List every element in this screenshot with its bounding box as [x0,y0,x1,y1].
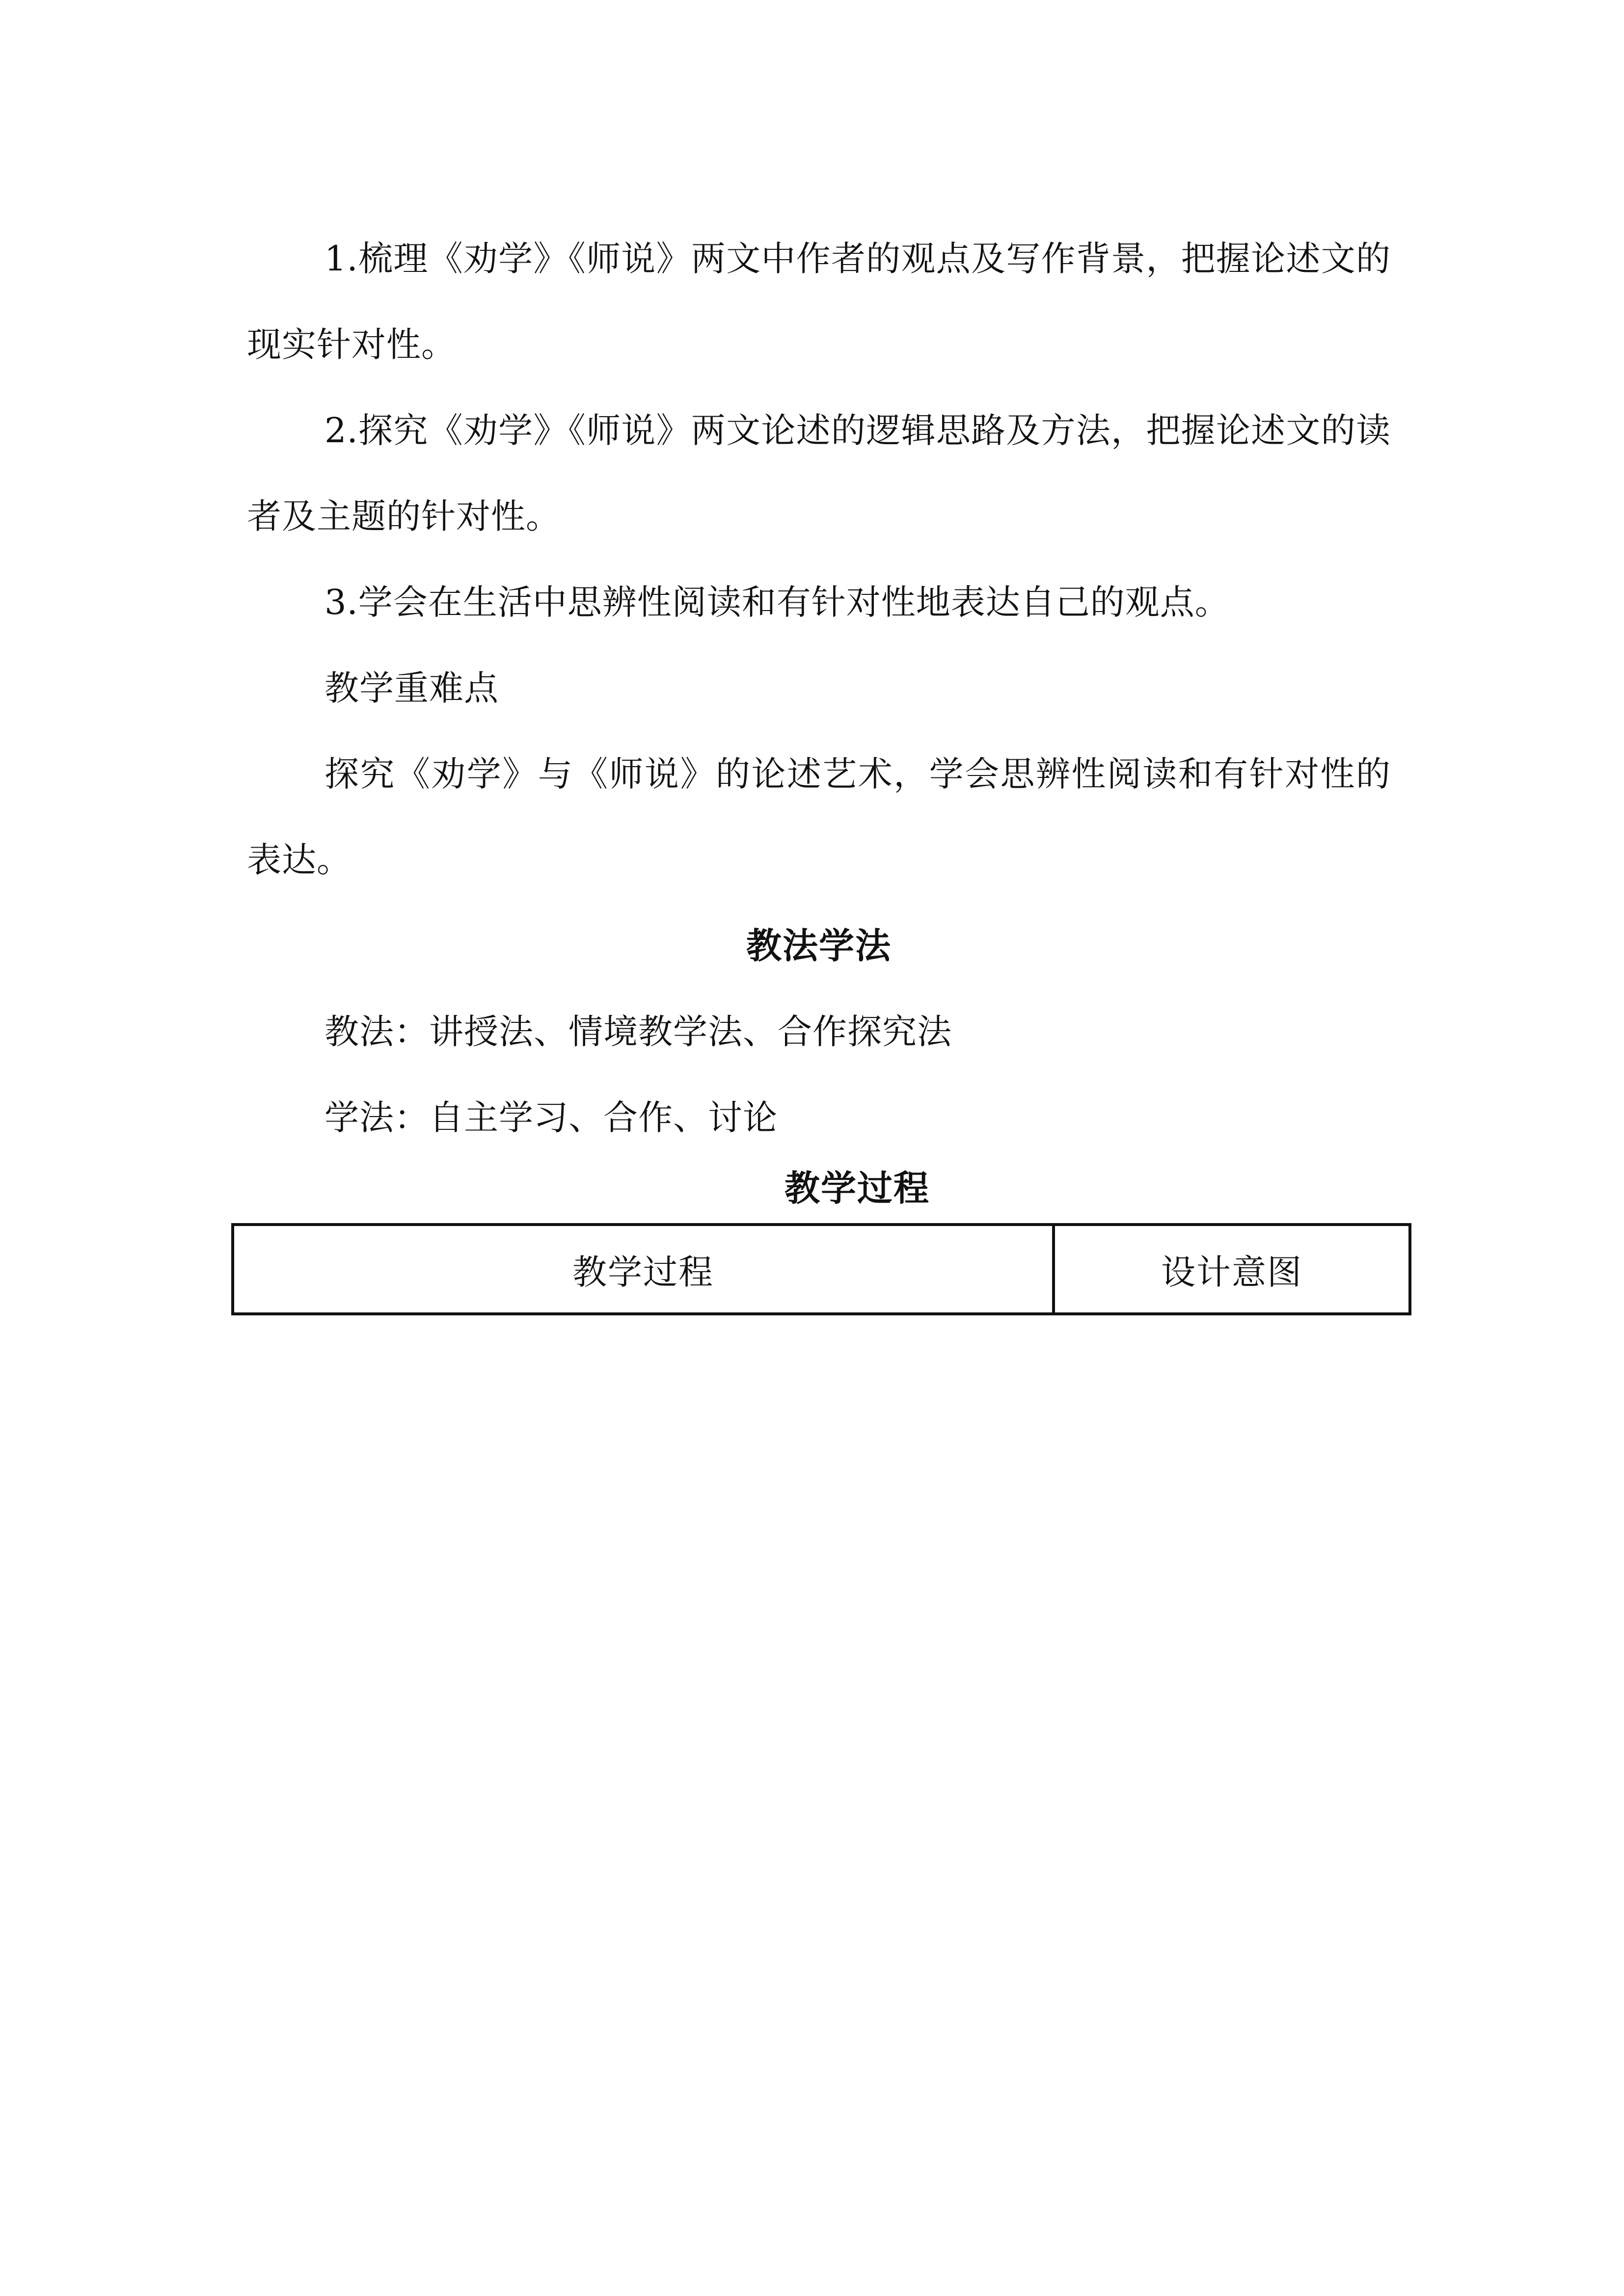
objective-3: 3.学会在生活中思辨性阅读和有针对性地表达自己的观点。 [325,582,1230,622]
objective-1: 1.梳理《劝学》《师说》两文中作者的观点及写作背景，把握论述文的现实针对性。 [247,239,1391,365]
objective-2: 2.探究《劝学》《师说》两文论述的逻辑思路及方法，把握论述文的读者及主题的针对性。 [247,410,1391,536]
document-body [247,216,1391,1161]
key-points-text: 探究《劝学》与《师说》的论述艺术，学会思辨性阅读和有针对性的表达。 [247,754,1391,880]
process-table [231,1223,1411,1315]
teaching-methods: 教法：讲授法、情境教学法、合作探究法 [325,1012,952,1052]
methods-heading: 教法学法 [746,925,892,966]
key-points-label: 教学重难点 [325,668,499,708]
table-header-process: 教学过程 [233,1225,1054,1314]
table-header-row [233,1225,1410,1314]
process-heading: 教学过程 [784,1168,930,1209]
table-header-intent: 设计意图 [1054,1225,1410,1314]
learning-methods: 学法：自主学习、合作、讨论 [325,1097,778,1138]
